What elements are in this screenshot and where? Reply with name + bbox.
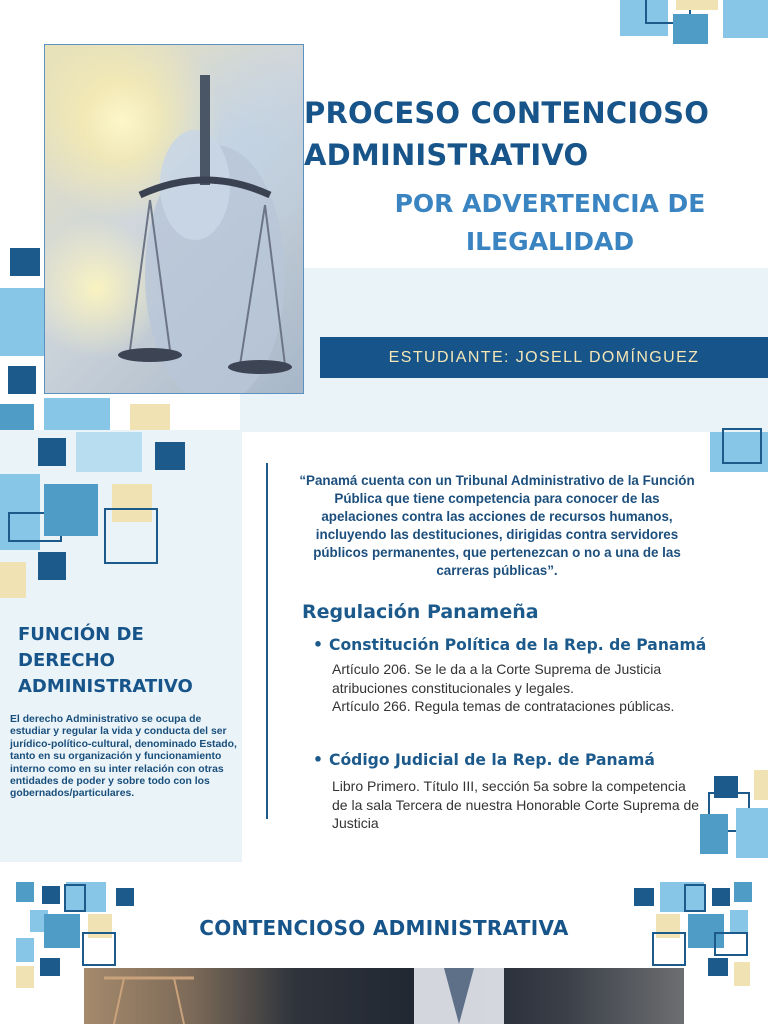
regulation-item-judicial: [313, 751, 655, 769]
page-subtitle: POR ADVERTENCIA DE ILEGALIDAD: [394, 189, 706, 256]
decor-square: [0, 288, 44, 356]
student-banner: [320, 337, 768, 378]
decor-square: [734, 882, 752, 902]
decor-square: [700, 814, 728, 854]
decor-square: [38, 552, 66, 580]
decor-square: [634, 888, 654, 906]
regulation-line-text: Artículo 206. Se le da a la Corte Suprema de Justicia atribuciones constitucionales y legales.: [332, 661, 662, 696]
decor-square: [76, 432, 142, 472]
scales-of-justice-icon: [45, 45, 304, 394]
regulation-line: [332, 777, 702, 833]
decor-square: [40, 958, 60, 976]
decor-square: [155, 442, 185, 470]
page-title: PROCESO CONTENCIOSO ADMINISTRATIVO: [304, 96, 710, 172]
regulation-title: Regulación Panameña: [302, 601, 539, 623]
regulation-heading: Código Judicial de la Rep. de Panamá: [329, 751, 655, 769]
decor-square: [754, 770, 768, 800]
decor-square: [42, 886, 60, 904]
decor-square: [712, 888, 730, 906]
regulation-item-constitution: [313, 636, 706, 654]
decor-square: [38, 438, 66, 466]
decor-square: [104, 508, 158, 564]
regulation-line-text: Artículo 266. Regula temas de contrataciones públicas.: [332, 698, 675, 714]
decor-square: [64, 884, 86, 912]
decor-square: [16, 938, 34, 962]
decor-square: [130, 404, 170, 432]
decor-square: [8, 366, 36, 394]
decor-square: [723, 0, 768, 38]
scales-photo-icon: [84, 968, 684, 1024]
decor-square: [16, 966, 34, 988]
function-text: El derecho Administrativo se ocupa de estudiar y regular la vida y conducta del ser jurídico-político-cultural, denominado Estado, tanto en su organización y funcionamiento interno como en su inter relación con otras entidades de poder y sobre todo con los gobernados/particulares.: [10, 714, 237, 800]
decor-square: [708, 958, 728, 976]
bullet-dot: •: [313, 636, 323, 654]
decor-square: [736, 808, 768, 858]
decor-square: [116, 888, 134, 906]
decor-square: [684, 884, 706, 912]
footer-title: CONTENCIOSO ADMINISTRATIVA: [199, 916, 569, 940]
justice-statue-photo: [44, 44, 304, 394]
function-title: FUNCIÓN DE DERECHO ADMINISTRATIVO: [18, 624, 193, 697]
decor-square: [0, 562, 26, 598]
regulation-line-text: Libro Primero. Título III, sección 5a sobre la competencia de la sala Tercera de nuestra Honorable Corte Suprema de Justicia: [332, 778, 700, 831]
lawyer-photo: [84, 968, 684, 1024]
decor-square: [676, 0, 718, 10]
divider-line: [266, 463, 268, 819]
regulation-line: [332, 660, 717, 716]
decor-square: [673, 14, 708, 44]
decor-square: [16, 882, 34, 902]
decor-square: [734, 962, 750, 986]
decor-square: [44, 484, 98, 536]
quote-text: “Panamá cuenta con un Tribunal Administrativo de la Función Pública que tiene competencia para conocer de las apelaciones contra las acciones de recursos humanos, incluyendo las destituciones, dirigidas contra servidores públicos permanentes, que pertenezcan o no a una de las carreras públicas”.: [299, 473, 695, 578]
regulation-heading: Constitución Política de la Rep. de Panamá: [329, 636, 707, 654]
decor-square: [10, 248, 40, 276]
student-name: ESTUDIANTE: JOSELL DOMÍNGUEZ: [388, 348, 700, 366]
decor-square: [722, 428, 762, 464]
bullet-dot: •: [313, 751, 323, 769]
